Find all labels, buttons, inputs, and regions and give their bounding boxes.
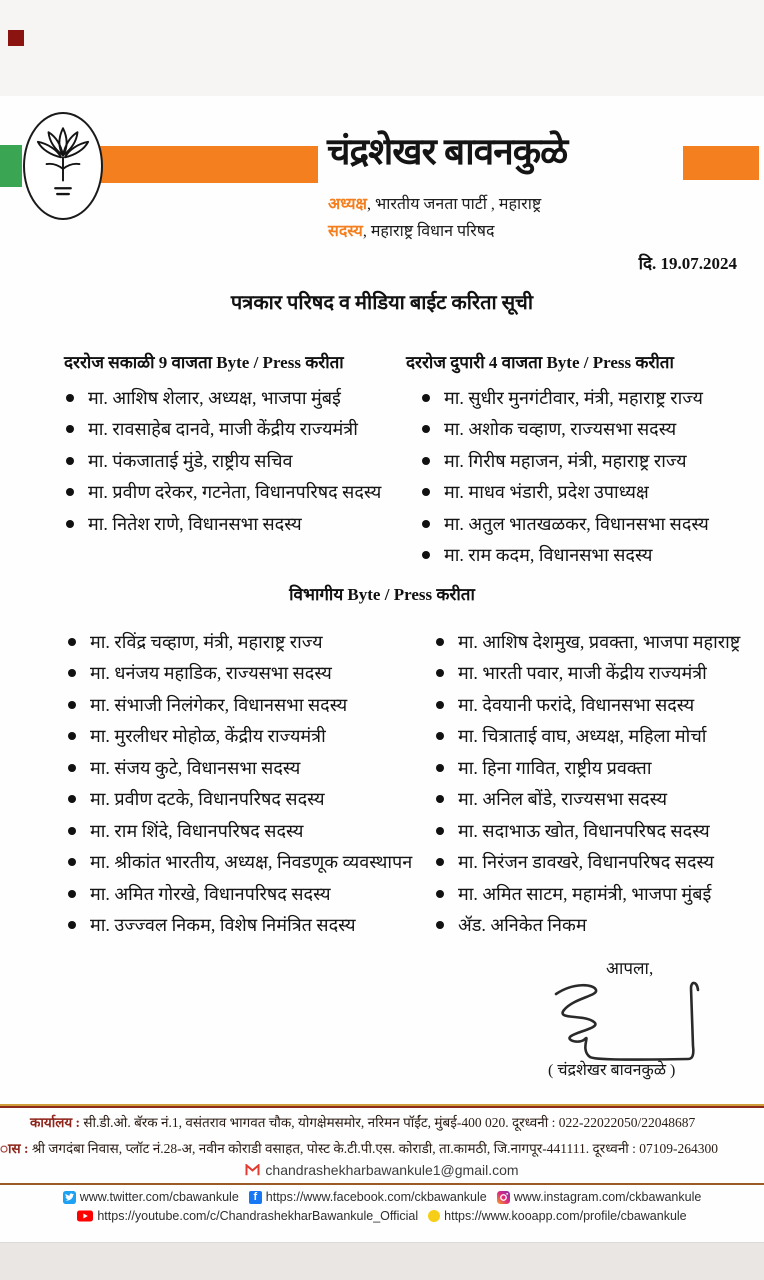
bjp-lotus-logo — [23, 112, 103, 220]
header-role-line-1 — [328, 192, 541, 214]
residence-text: श्री जगदंबा निवास, प्लॉट नं.28-अ, नवीन कोराडी वसाहत, पोस्ट के.टी.पी.एस. कोराडी, ता.कामठी, जि.नागपूर-441111. दूरध्वनी : 07109-264300 — [28, 1141, 719, 1156]
email-row — [0, 1162, 764, 1178]
bullet-icon — [436, 890, 444, 898]
list-item — [68, 784, 418, 816]
list-item — [436, 721, 764, 753]
list-item — [68, 721, 418, 753]
list-item-text: मा. संजय कुटे, विधानसभा सदस्य — [90, 757, 301, 778]
twitter-link — [63, 1190, 239, 1204]
departmental-list-right — [436, 626, 764, 941]
bullet-icon — [66, 520, 74, 528]
letterhead-name: चंद्रशेखर बावनकुळे — [327, 132, 568, 173]
list-item-text: मा. धनंजय महाडिक, राज्यसभा सदस्य — [90, 663, 332, 684]
photo-bottom-margin — [0, 1242, 764, 1280]
youtube-icon — [77, 1210, 93, 1222]
residence-label: ास : — [0, 1141, 29, 1156]
signature-salutation: आपला, — [606, 959, 654, 978]
role-label-1: अध्यक्ष — [328, 196, 367, 213]
bullet-icon — [422, 520, 430, 528]
afternoon-list — [422, 382, 762, 571]
list-item — [422, 445, 762, 477]
list-item-text: मा. राम कदम, विधानसभा सदस्य — [444, 545, 653, 566]
office-label: कार्यालय : — [30, 1115, 81, 1130]
list-item-text: मा. हिना गावित, राष्ट्रीय प्रवक्ता — [458, 757, 652, 778]
gmail-icon — [245, 1164, 260, 1176]
list-item-text: मा. रविंद्र चव्हाण, मंत्री, महाराष्ट्र राज्य — [90, 631, 323, 652]
list-item-text: मा. मुरलीधर मोहोळ, केंद्रीय राज्यमंत्री — [90, 726, 326, 747]
twitter-icon — [63, 1191, 76, 1204]
header-role-line-2 — [328, 219, 495, 241]
list-item-text: मा. पंकजाताई मुंडे, राष्ट्रीय सचिव — [88, 450, 293, 471]
bullet-icon — [68, 858, 76, 866]
list-item-text: मा. अशोक चव्हाण, राज्यसभा सदस्य — [444, 419, 677, 440]
bullet-icon — [436, 701, 444, 709]
list-item — [68, 847, 418, 879]
list-item — [68, 658, 418, 690]
list-item — [436, 626, 764, 658]
document-title: पत्रकार परिषद व मीडिया बाईट करिता सूची — [230, 292, 534, 314]
departmental-list-left — [68, 626, 418, 941]
bullet-icon — [436, 638, 444, 646]
footer-divider-2 — [0, 1183, 764, 1185]
list-item — [422, 508, 762, 540]
bullet-icon — [436, 858, 444, 866]
list-item — [66, 477, 406, 509]
section-afternoon-heading: दररोज दुपारी 4 वाजता Byte / Press करीता — [406, 353, 674, 372]
tricolor-green-bar — [0, 145, 22, 187]
bullet-icon — [422, 551, 430, 559]
list-item — [436, 847, 764, 879]
list-item-text: मा. नितेश राणे, विधानसभा सदस्य — [88, 513, 302, 534]
instagram-icon — [497, 1191, 510, 1204]
bullet-icon — [422, 488, 430, 496]
list-item-text: मा. उज्ज्वल निकम, विशेष निमंत्रित सदस्य — [90, 915, 356, 936]
bullet-icon — [422, 457, 430, 465]
date-line: दि. 19.07.2024 — [638, 254, 737, 273]
facebook-url: https://www.facebook.com/ckbawankule — [265, 1190, 487, 1204]
bullet-icon — [68, 795, 76, 803]
koo-link — [428, 1209, 687, 1223]
social-row-2 — [0, 1209, 764, 1223]
bullet-icon — [68, 827, 76, 835]
bullet-icon — [68, 701, 76, 709]
instagram-link — [497, 1190, 702, 1204]
bullet-icon — [68, 669, 76, 677]
lotus-icon — [34, 122, 92, 210]
facebook-icon: f — [249, 1191, 262, 1204]
list-item — [436, 689, 764, 721]
bullet-icon — [66, 488, 74, 496]
list-item-text: मा. अनिल बोंडे, राज्यसभा सदस्य — [458, 789, 668, 810]
bullet-icon — [436, 732, 444, 740]
bullet-icon — [66, 457, 74, 465]
role-label-2: सदस्य — [328, 223, 363, 240]
list-item-text: मा. माधव भंडारी, प्रदेश उपाध्यक्ष — [444, 482, 649, 503]
list-item-text: मा. आशिष देशमुख, प्रवक्ता, भाजपा महाराष्ट्र — [458, 631, 741, 652]
list-item-text: मा. देवयानी फरांदे, विधानसभा सदस्य — [458, 694, 695, 715]
bullet-icon — [68, 638, 76, 646]
office-address-line — [0, 1113, 764, 1131]
footer-divider — [0, 1104, 764, 1108]
list-item — [422, 540, 762, 572]
koo-icon — [428, 1210, 440, 1222]
list-item-text: मा. श्रीकांत भारतीय, अध्यक्ष, निवडणूक व्यवस्थापन — [90, 852, 413, 873]
list-item — [68, 626, 418, 658]
list-item-text: मा. निरंजन डावखरे, विधानपरिषद सदस्य — [458, 852, 714, 873]
section-morning-heading: दररोज सकाळी 9 वाजता Byte / Press करीता — [64, 353, 344, 372]
list-item-text: मा. अतुल भातखळकर, विधानसभा सदस्य — [444, 513, 709, 534]
morning-list — [66, 382, 406, 540]
list-item — [66, 445, 406, 477]
youtube-url: https://youtube.com/c/ChandrashekharBawankule_Official — [97, 1209, 419, 1223]
bullet-icon — [436, 669, 444, 677]
signature-name-caption: ( चंद्रशेखर बावनकुळे ) — [548, 1062, 676, 1079]
list-item — [66, 414, 406, 446]
bullet-icon — [66, 425, 74, 433]
list-item-text: मा. भारती पवार, माजी केंद्रीय राज्यमंत्री — [458, 663, 707, 684]
list-item — [68, 815, 418, 847]
instagram-url: www.instagram.com/ckbawankule — [513, 1190, 702, 1204]
koo-url: https://www.kooapp.com/profile/cbawankule — [444, 1209, 687, 1223]
bullet-icon — [68, 890, 76, 898]
list-item — [436, 784, 764, 816]
list-item — [436, 815, 764, 847]
section-departmental-heading: विभागीय Byte / Press करीता — [289, 585, 475, 604]
letter-page — [0, 96, 764, 1242]
list-item-text: मा. अमित साटम, महामंत्री, भाजपा मुंबई — [458, 883, 712, 904]
red-corner-mark — [8, 30, 24, 46]
list-item-text: मा. रावसाहेब दानवे, माजी केंद्रीय राज्यमंत्री — [88, 419, 358, 440]
email-address: chandrashekharbawankule1@gmail.com — [265, 1162, 519, 1178]
list-item — [68, 752, 418, 784]
list-item-text: मा. आशिष शेलार, अध्यक्ष, भाजपा मुंबई — [88, 387, 341, 408]
list-item-text: मा. सदाभाऊ खोत, विधानपरिषद सदस्य — [458, 820, 710, 841]
bullet-icon — [436, 921, 444, 929]
list-item — [422, 414, 762, 446]
bullet-icon — [436, 827, 444, 835]
role-text-2: , महाराष्ट्र विधान परिषद — [362, 223, 495, 240]
list-item-text: मा. सुधीर मुनगंटीवार, मंत्री, महाराष्ट्र राज्य — [444, 387, 703, 408]
facebook-link — [249, 1190, 487, 1204]
signature-scribble — [540, 978, 710, 1068]
list-item-text: मा. प्रवीण दरेकर, गटनेता, विधानपरिषद सदस्य — [88, 482, 382, 503]
list-item — [66, 508, 406, 540]
list-item — [436, 658, 764, 690]
list-item — [68, 910, 418, 942]
list-item — [422, 477, 762, 509]
bullet-icon — [422, 394, 430, 402]
list-item — [68, 689, 418, 721]
list-item-text: मा. अमित गोरखे, विधानपरिषद सदस्य — [90, 883, 331, 904]
office-text: सी.डी.ओ. बॅरक नं.1, वसंतराव भागवत चौक, योगक्षेमसमोर, नरिमन पॉईंट, मुंबई-400 020. दूरध्वनी : 022-22022050/22048687 — [80, 1115, 696, 1130]
list-item-text: मा. चित्राताई वाघ, अध्यक्ष, महिला मोर्चा — [458, 726, 707, 747]
role-text-1: , भारतीय जनता पार्टी , महाराष्ट्र — [367, 196, 542, 213]
bullet-icon — [68, 732, 76, 740]
social-row-1 — [0, 1190, 764, 1204]
bullet-icon — [436, 764, 444, 772]
orange-accent-block — [683, 146, 759, 180]
list-item — [436, 910, 764, 942]
bullet-icon — [66, 394, 74, 402]
list-item — [66, 382, 406, 414]
list-item — [422, 382, 762, 414]
list-item-text: मा. प्रवीण दटके, विधानपरिषद सदस्य — [90, 789, 325, 810]
list-item-text: ॲड. अनिकेत निकम — [458, 915, 587, 936]
residence-address-line — [0, 1139, 764, 1157]
list-item — [68, 878, 418, 910]
bullet-icon — [436, 795, 444, 803]
bullet-icon — [68, 764, 76, 772]
twitter-url: www.twitter.com/cbawankule — [79, 1190, 239, 1204]
list-item-text: मा. गिरीष महाजन, मंत्री, महाराष्ट्र राज्य — [444, 450, 687, 471]
list-item-text: मा. राम शिंदे, विधानपरिषद सदस्य — [90, 820, 304, 841]
bullet-icon — [422, 425, 430, 433]
youtube-link — [77, 1209, 418, 1223]
list-item — [436, 752, 764, 784]
list-item — [436, 878, 764, 910]
list-item-text: मा. संभाजी निलंगेकर, विधानसभा सदस्य — [90, 694, 348, 715]
bullet-icon — [68, 921, 76, 929]
